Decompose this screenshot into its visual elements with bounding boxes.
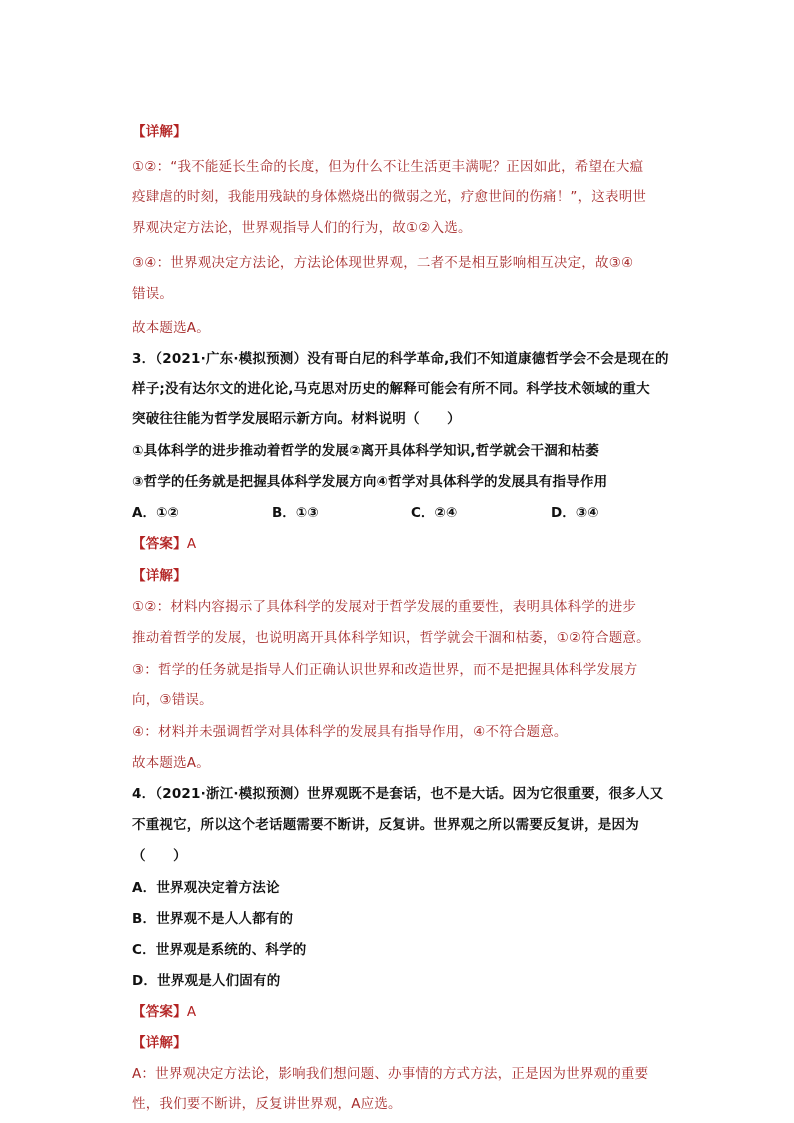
detail-label-1: 【详解】 (132, 124, 187, 140)
q4-option-b: B．世界观不是人人都有的 (132, 911, 294, 927)
q3-detail-label: 【详解】 (132, 568, 187, 584)
detail-line: 疫肆虐的时刻，我能用残缺的身体燃烧出的微弱之光，疗愈世间的伤痛！”，这表明世 (132, 189, 647, 205)
q3-answer-label: 【答案】 (132, 536, 187, 552)
q3-option-c: C．②④ (411, 505, 458, 521)
q4-answer-label: 【答案】 (132, 1004, 187, 1020)
q4-detail-line: 性，我们要不断讲，反复讲世界观，A应选。 (132, 1096, 402, 1112)
q3-detail-line: ③：哲学的任务就是指导人们正确认识世界和改造世界，而不是把握具体科学发展方 (132, 662, 638, 678)
q3-detail-line: ④：材料并未强调哲学对具体科学的发展具有指导作用，④不符合题意。 (132, 724, 568, 740)
q4-stem-line: 4．（2021·浙江·模拟预测）世界观既不是套话，也不是大话。因为它很重要，很多人又 (132, 786, 664, 802)
detail-line: ①②：“我不能延长生命的长度，但为什么不让生活更丰满呢？正因如此，希望在大瘟 (132, 159, 644, 175)
q4-stem-line: 不重视它，所以这个老话题需要不断讲，反复讲。世界观之所以需要反复讲，是因为 (132, 817, 639, 833)
q3-detail-line: 推动着哲学的发展，也说明离开具体科学知识，哲学就会干涸和枯萎，①②符合题意。 (132, 630, 650, 646)
detail-line: 错误。 (132, 286, 174, 302)
q3-detail-line: ①②：材料内容揭示了具体科学的发展对于哲学发展的重要性，表明具体科学的进步 (132, 599, 637, 615)
q4-option-c: C．世界观是系统的、科学的 (132, 942, 307, 958)
q3-option-a: A．①② (132, 505, 179, 521)
q3-stem-line: 突破往往能为哲学发展昭示新方向。材料说明（ ） (132, 411, 461, 427)
q3-statement: ①具体科学的进步推动着哲学的发展②离开具体科学知识,哲学就会干涸和枯萎 (132, 443, 599, 459)
detail-line: ③④：世界观决定方法论，方法论体现世界观，二者不是相互影响相互决定，故③④ (132, 255, 634, 271)
q4-answer-row (132, 1002, 196, 1022)
q3-answer-row (132, 534, 196, 554)
q4-answer-value: A (186, 1004, 197, 1020)
q3-option-b: B．①③ (272, 505, 319, 521)
q4-option-d: D．世界观是人们固有的 (132, 973, 281, 989)
conclusion-1: 故本题选A。 (132, 320, 210, 336)
q3-option-d: D．③④ (551, 505, 599, 521)
q3-stem-line: 样子;没有达尔文的进化论,马克思对历史的解释可能会有所不同。科学技术领域的重大 (132, 381, 650, 397)
q3-stem-line: 3．（2021·广东·模拟预测）没有哥白尼的科学革命,我们不知道康德哲学会不会是现在的 (132, 351, 669, 367)
q4-option-a: A．世界观决定着方法论 (132, 880, 280, 896)
detail-line: 界观决定方法论，世界观指导人们的行为，故①②入选。 (132, 220, 472, 236)
q3-detail-line: 向，③错误。 (132, 692, 213, 708)
q3-answer-value: A (186, 536, 197, 552)
q4-detail-line: A：世界观决定方法论，影响我们想问题、办事情的方式方法，正是因为世界观的重要 (132, 1066, 649, 1082)
q3-conclusion: 故本题选A。 (132, 755, 210, 771)
q4-stem-line: （ ） (132, 848, 187, 864)
q4-detail-label: 【详解】 (132, 1035, 187, 1051)
q3-statement: ③哲学的任务就是把握具体科学发展方向④哲学对具体科学的发展具有指导作用 (132, 474, 608, 490)
